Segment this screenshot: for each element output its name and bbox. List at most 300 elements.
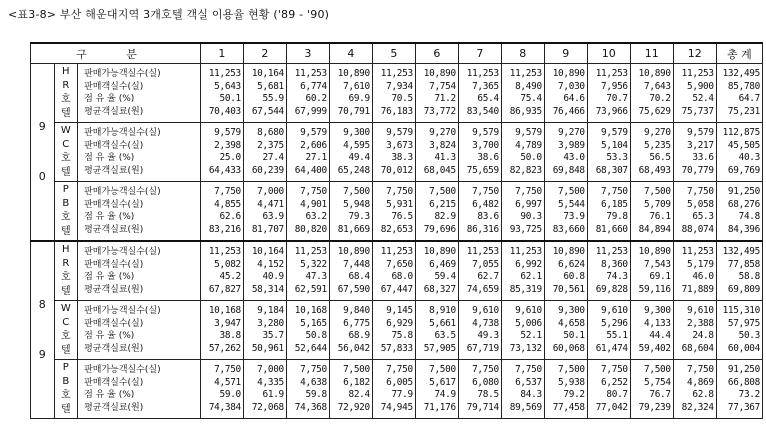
hotel-name-char: 텔 (60, 226, 71, 237)
cell-value: 84,396 (727, 223, 760, 235)
cell-value: 90.3 (520, 211, 542, 222)
cell-value: 7,750 (515, 364, 542, 375)
month-cell (501, 123, 544, 182)
cell-value: 68,045 (423, 164, 456, 176)
metric-label: 판매객실수(실) (84, 199, 144, 210)
hotel-name-char: 호 (60, 153, 71, 164)
month-cell (587, 64, 630, 123)
cell-value: 7,750 (472, 364, 499, 375)
cell-value: 70.2 (649, 93, 671, 104)
cell-value: 7,500 (558, 364, 585, 375)
month-cell (501, 64, 544, 123)
cell-value: 83,540 (466, 105, 499, 117)
cell-value: 71,176 (423, 401, 456, 413)
cell-value: 5,296 (601, 317, 628, 329)
hotel-name (54, 182, 78, 242)
cell-value: 6,185 (601, 198, 628, 210)
cell-value: 3,217 (687, 139, 714, 151)
year-label (31, 241, 55, 419)
hotel-name-char: C (62, 139, 70, 150)
cell-value: 24.8 (692, 330, 714, 341)
cell-value: 53.3 (606, 152, 628, 163)
cell-value: 56.5 (649, 152, 671, 163)
hotel-name-char: R (62, 80, 70, 91)
cell-value: 7,610 (343, 80, 370, 92)
cell-value: 7,000 (257, 364, 284, 375)
cell-value: 132,495 (722, 68, 760, 79)
cell-value: 77,042 (595, 401, 628, 413)
table-body (31, 64, 763, 419)
cell-value: 59.0 (219, 389, 241, 400)
total-cell (716, 301, 762, 360)
metric-labels (78, 241, 201, 301)
cell-value: 9,270 (429, 127, 456, 138)
month-cell (673, 64, 716, 123)
cell-value: 10,168 (294, 305, 327, 316)
cell-value: 74,368 (294, 401, 327, 413)
hotel-name-char: B (62, 198, 70, 209)
month-cell (544, 182, 587, 242)
header-month: 12 (673, 43, 716, 64)
month-cell (415, 301, 458, 360)
month-cell (630, 123, 673, 182)
cell-value: 60.2 (305, 93, 327, 104)
cell-value: 69,769 (727, 164, 760, 176)
cell-value: 52,644 (294, 342, 327, 354)
cell-value: 60,068 (552, 342, 585, 354)
cell-value: 6,080 (472, 376, 499, 388)
cell-value: 10,890 (423, 68, 456, 79)
cell-value: 2,375 (257, 139, 284, 151)
cell-value: 77,367 (727, 401, 760, 413)
cell-value: 7,750 (472, 186, 499, 197)
cell-value: 57,905 (423, 342, 456, 354)
hotel-row-group (31, 301, 763, 360)
cell-value: 77,458 (552, 401, 585, 413)
month-cell (243, 182, 286, 242)
cell-value: 80.7 (606, 389, 628, 400)
cell-value: 74,945 (380, 401, 413, 413)
cell-value: 50.8 (305, 330, 327, 341)
cell-value: 7,754 (429, 80, 456, 92)
cell-value: 4,855 (214, 198, 241, 210)
cell-value: 68.4 (348, 271, 370, 282)
cell-value: 75,737 (681, 105, 714, 117)
cell-value: 76,466 (552, 105, 585, 117)
metric-label: 점 유 율 (%) (84, 212, 135, 222)
cell-value: 9,184 (257, 305, 284, 316)
cell-value: 85,780 (727, 80, 760, 92)
month-cell (329, 182, 372, 242)
cell-value: 55.1 (606, 330, 628, 341)
cell-value: 72,068 (251, 401, 284, 413)
cell-value: 3,700 (472, 139, 499, 151)
metric-label: 평균객실료(원) (84, 106, 144, 117)
month-cell (587, 241, 630, 301)
cell-value: 68,327 (423, 283, 456, 295)
cell-value: 49.3 (477, 330, 499, 341)
cell-value: 11,253 (208, 246, 241, 257)
cell-value: 69.9 (348, 93, 370, 104)
hotel-row-group (31, 64, 763, 123)
metric-label: 판매가능객실수(실) (84, 365, 161, 375)
cell-value: 3,989 (558, 139, 585, 151)
cell-value: 70,403 (208, 105, 241, 117)
cell-value: 9,300 (558, 305, 585, 316)
cell-value: 59,402 (638, 342, 671, 354)
cell-value: 69,848 (552, 164, 585, 176)
month-cell (372, 241, 415, 301)
hotel-name (54, 64, 78, 123)
cell-value: 11,253 (208, 68, 241, 79)
metric-label: 판매가능객실수(실) (84, 247, 161, 257)
cell-value: 46.0 (692, 271, 714, 282)
cell-value: 82,823 (509, 164, 542, 176)
cell-value: 73,772 (423, 105, 456, 117)
cell-value: 5,754 (644, 376, 671, 388)
metric-label: 점 유 율 (%) (84, 272, 135, 282)
cell-value: 75,629 (638, 105, 671, 117)
hotel-name-char: 텔 (60, 404, 71, 415)
cell-value: 62,591 (294, 283, 327, 295)
month-cell (415, 182, 458, 242)
cell-value: 4,595 (343, 139, 370, 151)
cell-value: 6,992 (515, 258, 542, 270)
cell-value: 67,719 (466, 342, 499, 354)
cell-value: 68,604 (681, 342, 714, 354)
cell-value: 68,493 (638, 164, 671, 176)
month-cell (458, 64, 501, 123)
cell-value: 5,544 (558, 198, 585, 210)
cell-value: 68.9 (348, 330, 370, 341)
hotel-row-group (31, 360, 763, 419)
cell-value: 9,579 (472, 127, 499, 138)
cell-value: 61.9 (262, 389, 284, 400)
cell-value: 64,400 (294, 164, 327, 176)
month-cell (286, 123, 329, 182)
hotel-name-char: 텔 (60, 286, 71, 297)
cell-value: 62.7 (477, 271, 499, 282)
cell-value: 10,890 (337, 246, 370, 257)
cell-value: 73.2 (738, 389, 760, 400)
cell-value: 11,253 (294, 246, 327, 257)
year-digit: 9 (38, 120, 46, 133)
cell-value: 68.0 (391, 271, 413, 282)
cell-value: 91,250 (727, 186, 760, 197)
hotel-name-char: 호 (60, 212, 71, 223)
cell-value: 7,934 (386, 80, 413, 92)
month-cell (501, 360, 544, 419)
cell-value: 81,669 (337, 223, 370, 235)
cell-value: 5,661 (429, 317, 456, 329)
metric-label: 판매객실수(실) (84, 81, 144, 92)
cell-value: 83.6 (477, 211, 499, 222)
metric-label: 평균객실료(원) (84, 284, 144, 295)
cell-value: 74,659 (466, 283, 499, 295)
cell-value: 61,474 (595, 342, 628, 354)
hotel-name-char: B (62, 376, 70, 387)
cell-value: 47.3 (305, 271, 327, 282)
cell-value: 5,709 (644, 198, 671, 210)
hotel-name (54, 241, 78, 301)
table-title: <표3-8> 부산 해운대지역 3개호텔 객실 이용율 현황 ('89 - '90) (8, 8, 330, 21)
cell-value: 50.0 (520, 152, 542, 163)
cell-value: 62.8 (692, 389, 714, 400)
cell-value: 4,789 (515, 139, 542, 151)
cell-value: 76,183 (380, 105, 413, 117)
cell-value: 4,152 (257, 258, 284, 270)
cell-value: 6,182 (343, 376, 370, 388)
total-cell (716, 360, 762, 419)
cell-value: 5,179 (687, 258, 714, 270)
cell-value: 5,104 (601, 139, 628, 151)
cell-value: 45,505 (727, 139, 760, 151)
cell-value: 73,966 (595, 105, 628, 117)
total-cell (716, 123, 762, 182)
cell-value: 64.6 (563, 93, 585, 104)
cell-value: 5,900 (687, 80, 714, 92)
cell-value: 69.1 (649, 271, 671, 282)
cell-value: 7,750 (386, 186, 413, 197)
month-cell (630, 360, 673, 419)
hotel-name-char: 텔 (60, 167, 71, 178)
cell-value: 11,253 (466, 246, 499, 257)
cell-value: 3,824 (429, 139, 456, 151)
hotel-name-char: 텔 (60, 108, 71, 119)
cell-value: 4,133 (644, 317, 671, 329)
cell-value: 70,779 (681, 164, 714, 176)
cell-value: 82,324 (681, 401, 714, 413)
occupancy-table (30, 42, 763, 419)
month-cell (372, 182, 415, 242)
cell-value: 2,388 (687, 317, 714, 329)
cell-value: 74.8 (738, 211, 760, 222)
cell-value: 6,252 (601, 376, 628, 388)
cell-value: 60,004 (727, 342, 760, 354)
cell-value: 9,610 (687, 305, 714, 316)
cell-value: 7,543 (644, 258, 671, 270)
metric-label: 판매가능객실수(실) (84, 128, 161, 138)
month-cell (372, 301, 415, 360)
cell-value: 73,132 (509, 342, 542, 354)
cell-value: 7,750 (300, 186, 327, 197)
month-cell (415, 123, 458, 182)
month-cell (630, 241, 673, 301)
cell-value: 77,858 (727, 258, 760, 270)
cell-value: 10,890 (552, 246, 585, 257)
cell-value: 7,750 (300, 364, 327, 375)
cell-value: 11,253 (595, 68, 628, 79)
hotel-row-group (31, 182, 763, 242)
cell-value: 8,360 (601, 258, 628, 270)
month-cell (329, 123, 372, 182)
cell-value: 7,500 (558, 186, 585, 197)
hotel-name-char: 호 (60, 272, 71, 283)
cell-value: 2,606 (300, 139, 327, 151)
cell-value: 60,239 (251, 164, 284, 176)
cell-value: 10,164 (251, 68, 284, 79)
cell-value: 4,901 (300, 198, 327, 210)
cell-value: 6,775 (343, 317, 370, 329)
cell-value: 68,276 (727, 198, 760, 210)
hotel-name-char: C (62, 317, 70, 328)
cell-value: 63.2 (305, 211, 327, 222)
hotel-name-char: W (60, 303, 71, 314)
cell-value: 63.9 (262, 211, 284, 222)
cell-value: 10,890 (552, 68, 585, 79)
cell-value: 57,975 (727, 317, 760, 329)
cell-value: 67,827 (208, 283, 241, 295)
metric-label: 판매객실수(실) (84, 377, 144, 388)
month-cell (630, 182, 673, 242)
cell-value: 11,253 (681, 246, 714, 257)
cell-value: 5,617 (429, 376, 456, 388)
month-cell (243, 64, 286, 123)
cell-value: 50,961 (251, 342, 284, 354)
cell-value: 9,579 (300, 127, 327, 138)
hotel-name-char: 호 (60, 331, 71, 342)
month-cell (415, 64, 458, 123)
cell-value: 7,500 (343, 186, 370, 197)
cell-value: 38.8 (219, 330, 241, 341)
metric-labels (78, 360, 201, 419)
cell-value: 82.9 (434, 211, 456, 222)
cell-value: 85,319 (509, 283, 542, 295)
cell-value: 7,500 (644, 364, 671, 375)
header-month: 4 (329, 43, 372, 64)
cell-value: 6,774 (300, 80, 327, 92)
cell-value: 6,482 (472, 198, 499, 210)
cell-value: 55.9 (262, 93, 284, 104)
cell-value: 84.3 (520, 389, 542, 400)
cell-value: 6,624 (558, 258, 585, 270)
month-cell (415, 360, 458, 419)
cell-value: 10,168 (208, 305, 241, 316)
cell-value: 59.4 (434, 271, 456, 282)
cell-value: 93,725 (509, 223, 542, 235)
total-cell (716, 241, 762, 301)
month-cell (329, 64, 372, 123)
cell-value: 11,253 (466, 68, 499, 79)
cell-value: 59,116 (638, 283, 671, 295)
cell-value: 79.3 (348, 211, 370, 222)
cell-value: 4,658 (558, 317, 585, 329)
cell-value: 6,929 (386, 317, 413, 329)
header-month: 5 (372, 43, 415, 64)
cell-value: 7,956 (601, 80, 628, 92)
cell-value: 80,820 (294, 223, 327, 235)
month-cell (415, 241, 458, 301)
hotel-name (54, 360, 78, 419)
cell-value: 69,809 (727, 283, 760, 295)
metric-label: 판매가능객실수(실) (84, 306, 161, 316)
month-cell (544, 360, 587, 419)
month-cell (243, 360, 286, 419)
cell-value: 83,660 (552, 223, 585, 235)
cell-value: 49.4 (348, 152, 370, 163)
cell-value: 5,165 (300, 317, 327, 329)
header-month: 10 (587, 43, 630, 64)
cell-value: 10,890 (337, 68, 370, 79)
cell-value: 3,673 (386, 139, 413, 151)
month-cell (587, 301, 630, 360)
metric-label: 판매객실수(실) (84, 318, 144, 329)
cell-value: 58.8 (738, 271, 760, 282)
month-cell (200, 301, 243, 360)
cell-value: 9,579 (386, 127, 413, 138)
metric-label: 점 유 율 (%) (84, 331, 135, 341)
cell-value: 33.6 (692, 152, 714, 163)
cell-value: 5,938 (558, 376, 585, 388)
month-cell (458, 241, 501, 301)
cell-value: 71,889 (681, 283, 714, 295)
cell-value: 79,696 (423, 223, 456, 235)
cell-value: 79.2 (563, 389, 585, 400)
cell-value: 38.6 (477, 152, 499, 163)
cell-value: 4,471 (257, 198, 284, 210)
cell-value: 8,490 (515, 80, 542, 92)
cell-value: 66,808 (727, 376, 760, 388)
cell-value: 7,000 (257, 186, 284, 197)
cell-value: 6,005 (386, 376, 413, 388)
cell-value: 57,262 (208, 342, 241, 354)
cell-value: 132,495 (722, 246, 760, 257)
cell-value: 5,681 (257, 80, 284, 92)
cell-value: 11,253 (380, 246, 413, 257)
cell-value: 67,999 (294, 105, 327, 117)
cell-value: 3,947 (214, 317, 241, 329)
cell-value: 7,750 (687, 186, 714, 197)
cell-value: 7,500 (644, 186, 671, 197)
cell-value: 52.4 (692, 93, 714, 104)
cell-value: 2,398 (214, 139, 241, 151)
cell-value: 10,890 (423, 246, 456, 257)
cell-value: 56,042 (337, 342, 370, 354)
month-cell (200, 123, 243, 182)
cell-value: 7,448 (343, 258, 370, 270)
cell-value: 9,579 (601, 127, 628, 138)
hotel-row-group (31, 123, 763, 182)
cell-value: 74.3 (606, 271, 628, 282)
header-total: 총 계 (716, 43, 762, 64)
cell-value: 11,253 (509, 68, 542, 79)
cell-value: 8,910 (429, 305, 456, 316)
month-cell (458, 301, 501, 360)
hotel-name-char: 텔 (60, 345, 71, 356)
metric-label: 평균객실료(원) (84, 165, 144, 176)
cell-value: 84,894 (638, 223, 671, 235)
month-cell (587, 123, 630, 182)
cell-value: 7,750 (515, 186, 542, 197)
cell-value: 7,650 (386, 258, 413, 270)
metric-label: 판매객실수(실) (84, 259, 144, 270)
cell-value: 62.6 (219, 211, 241, 222)
month-cell (673, 123, 716, 182)
cell-value: 69,828 (595, 283, 628, 295)
header-month: 3 (286, 43, 329, 64)
metric-label: 판매객실수(실) (84, 140, 144, 151)
cell-value: 7,500 (429, 364, 456, 375)
header-month: 9 (544, 43, 587, 64)
hotel-name-char: H (62, 244, 70, 255)
cell-value: 6,469 (429, 258, 456, 270)
cell-value: 75,231 (727, 105, 760, 117)
cell-value: 70.5 (391, 93, 413, 104)
cell-value: 70,561 (552, 283, 585, 295)
cell-value: 64.7 (738, 93, 760, 104)
month-cell (544, 64, 587, 123)
cell-value: 67,590 (337, 283, 370, 295)
